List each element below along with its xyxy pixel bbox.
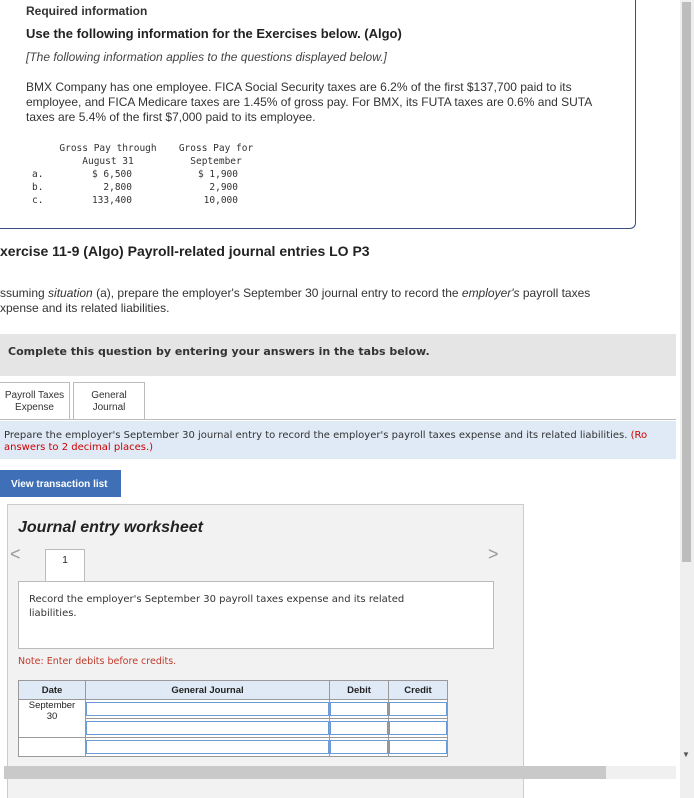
assume-text: (a), prepare the employer's September 30 journal entry to record the <box>92 286 462 300</box>
account-select[interactable] <box>86 721 329 735</box>
journal-header-row <box>19 681 448 700</box>
tab-label: Payroll Taxes <box>4 390 65 401</box>
exercise-title: xercise 11-9 (Algo) Payroll-related journal entries LO P3 <box>0 243 370 259</box>
instruction-text <box>4 430 676 454</box>
applies-note: [The following information applies to the questions displayed below.] <box>26 50 387 64</box>
col1-header-line2: August 31 <box>82 156 134 167</box>
table-cell: $ 1,900 <box>197 169 238 180</box>
assume-paragraph <box>0 286 660 316</box>
debit-cell[interactable] <box>330 700 389 719</box>
col1-header <box>58 142 158 168</box>
instruction-rounding-cont: answers to 2 decimal places.) <box>4 442 154 453</box>
account-select[interactable] <box>86 740 329 754</box>
credit-cell[interactable] <box>389 719 448 738</box>
col2-header <box>178 142 254 168</box>
date-cell <box>19 700 86 738</box>
table-cell: $ 6,500 <box>91 169 132 180</box>
tab-label: Journal <box>92 402 126 413</box>
table-cell: 10,000 <box>203 195 238 206</box>
date-month: September <box>28 700 76 711</box>
bmx-paragraph: BMX Company has one employee. FICA Social Security taxes are 6.2% of the first $137,700 paid to its employee, and FICA Medicare taxes are 1.45% of gross pay. For BMX, its FUTA taxes are 0.6% and SUTA taxes are 5.4% of the first $7,000 paid to its employee. <box>26 80 592 124</box>
through-aug-values <box>80 168 132 207</box>
row-label: a. <box>32 169 44 180</box>
date-day: 30 <box>46 711 58 722</box>
view-transaction-list-button[interactable]: View transaction list <box>0 470 121 497</box>
debit-input[interactable] <box>330 702 388 716</box>
date-header: Date <box>19 681 86 700</box>
col2-header-line2: September <box>190 156 242 167</box>
credit-input[interactable] <box>389 721 447 735</box>
assume-text-line2: xpense and its related liabilities. <box>0 301 170 315</box>
tab-label: Expense <box>15 402 54 413</box>
credit-input[interactable] <box>389 702 447 716</box>
row-labels <box>32 168 52 207</box>
table-row <box>19 700 448 719</box>
credit-cell[interactable] <box>389 738 448 757</box>
debit-cell[interactable] <box>330 738 389 757</box>
date-cell <box>19 738 86 757</box>
debit-input[interactable] <box>330 740 388 754</box>
debit-input[interactable] <box>330 721 388 735</box>
journal-table <box>18 680 448 757</box>
complete-instruction: Complete this question by entering your answers in the tabs below. <box>8 345 430 358</box>
row-label: b. <box>32 182 44 193</box>
table-cell: 133,400 <box>91 195 132 206</box>
worksheet-page-tab[interactable]: 1 <box>45 549 85 581</box>
prev-arrow-icon[interactable]: < <box>10 544 21 564</box>
required-info-title: Required information <box>26 4 148 18</box>
credit-cell[interactable] <box>389 700 448 719</box>
horizontal-scrollbar-track[interactable] <box>606 766 676 779</box>
tab-label: General <box>91 390 127 401</box>
debit-header: Debit <box>330 681 389 700</box>
assume-text: ssuming <box>0 286 49 300</box>
account-cell[interactable] <box>86 719 330 738</box>
scroll-down-icon[interactable]: ▼ <box>682 750 690 759</box>
col1-header-line1: Gross Pay through <box>59 143 157 154</box>
use-following-heading: Use the following information for the Exercises below. (Algo) <box>26 26 402 41</box>
general-journal-header: General Journal <box>86 681 330 700</box>
table-cell: 2,800 <box>103 182 132 193</box>
september-values <box>190 168 238 207</box>
row-label: c. <box>32 195 44 206</box>
table-cell: 2,900 <box>209 182 238 193</box>
tab-divider <box>0 419 676 420</box>
table-row <box>19 738 448 757</box>
instruction-main: Prepare the employer's September 30 journal entry to record the employer's payroll taxes expense and its related liabilities. <box>4 430 631 441</box>
record-instruction: Record the employer's September 30 payroll taxes expense and its related liabilities. <box>29 594 405 619</box>
account-cell[interactable] <box>86 738 330 757</box>
worksheet-title: Journal entry worksheet <box>18 519 203 536</box>
debit-cell[interactable] <box>330 719 389 738</box>
tab-payroll-taxes-expense[interactable] <box>0 382 70 420</box>
tab-general-journal[interactable] <box>73 382 145 420</box>
credit-input[interactable] <box>389 740 447 754</box>
credit-header: Credit <box>389 681 448 700</box>
col2-header-line1: Gross Pay for <box>178 143 254 154</box>
account-select[interactable] <box>86 702 329 716</box>
assume-text: payroll taxes <box>519 286 591 300</box>
account-cell[interactable] <box>86 700 330 719</box>
assume-employer: employer's <box>461 286 520 300</box>
vertical-scrollbar-thumb[interactable] <box>682 2 691 562</box>
assume-situation: situation <box>48 286 93 300</box>
horizontal-scrollbar-thumb[interactable] <box>4 766 606 779</box>
instruction-rounding: (Ro <box>630 430 648 441</box>
note-debits-first: Note: Enter debits before credits. <box>18 656 177 667</box>
next-arrow-icon[interactable]: > <box>488 544 499 564</box>
